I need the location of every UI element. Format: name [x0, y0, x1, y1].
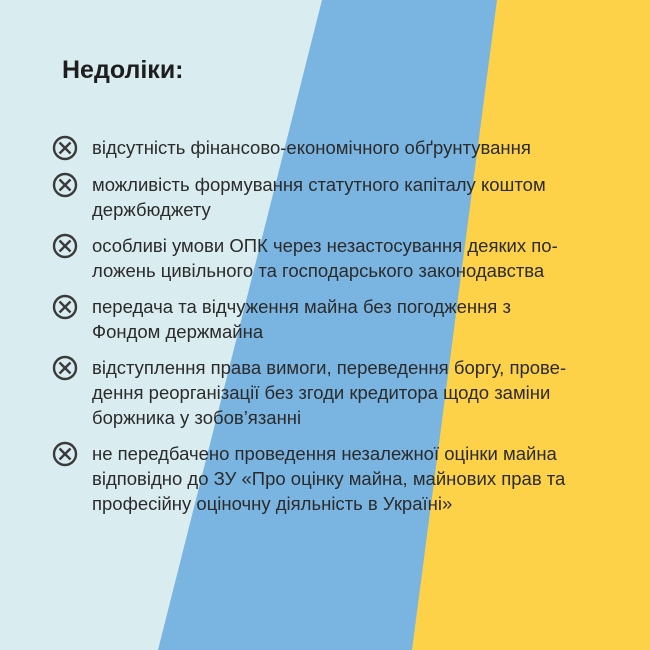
list-item — [52, 294, 632, 344]
list-item-line: держбюджету — [92, 199, 211, 220]
list-item — [52, 233, 632, 283]
list-item-text — [92, 172, 546, 222]
list-item-line: можливість формування статутного капіталу коштом — [92, 174, 546, 195]
list-item-text — [92, 441, 565, 516]
drawbacks-list — [52, 135, 632, 516]
list-item — [52, 135, 632, 161]
list-item — [52, 172, 632, 222]
list-item-line: дення реорганізації без згоди кредитора щодо заміни — [92, 382, 551, 403]
list-item-line: професійну оціночну діяльність в Україні» — [92, 493, 453, 514]
list-item-line: боржника у зобов’язанні — [92, 407, 302, 428]
circle-x-icon — [52, 233, 78, 259]
list-item — [52, 441, 632, 516]
circle-x-icon — [52, 135, 78, 161]
list-item-line: Фондом держмайна — [92, 321, 264, 342]
list-item-text — [92, 135, 531, 160]
list-item-line: відсутність фінансово-економічного обґрунтування — [92, 137, 531, 158]
page-title: Недоліки: — [62, 56, 184, 84]
list-item-line: відповідно до ЗУ «Про оцінку майна, майнових прав та — [92, 468, 566, 489]
list-item-line: передача та відчуження майна без погодження з — [92, 296, 511, 317]
list-item-line: особливі умови ОПК через незастосування деяких по- — [92, 235, 558, 256]
list-item — [52, 355, 632, 430]
circle-x-icon — [52, 355, 78, 381]
list-item-line: відступлення права вимоги, переведення боргу, прове- — [92, 357, 567, 378]
circle-x-icon — [52, 172, 78, 198]
list-item-text — [92, 355, 566, 430]
list-item-text — [92, 294, 511, 344]
circle-x-icon — [52, 441, 78, 467]
list-item-line: ложень цивільного та господарського законодавства — [92, 260, 545, 281]
circle-x-icon — [52, 294, 78, 320]
list-item-text — [92, 233, 558, 283]
list-item-line: не передбачено проведення незалежної оцінки майна — [92, 443, 557, 464]
